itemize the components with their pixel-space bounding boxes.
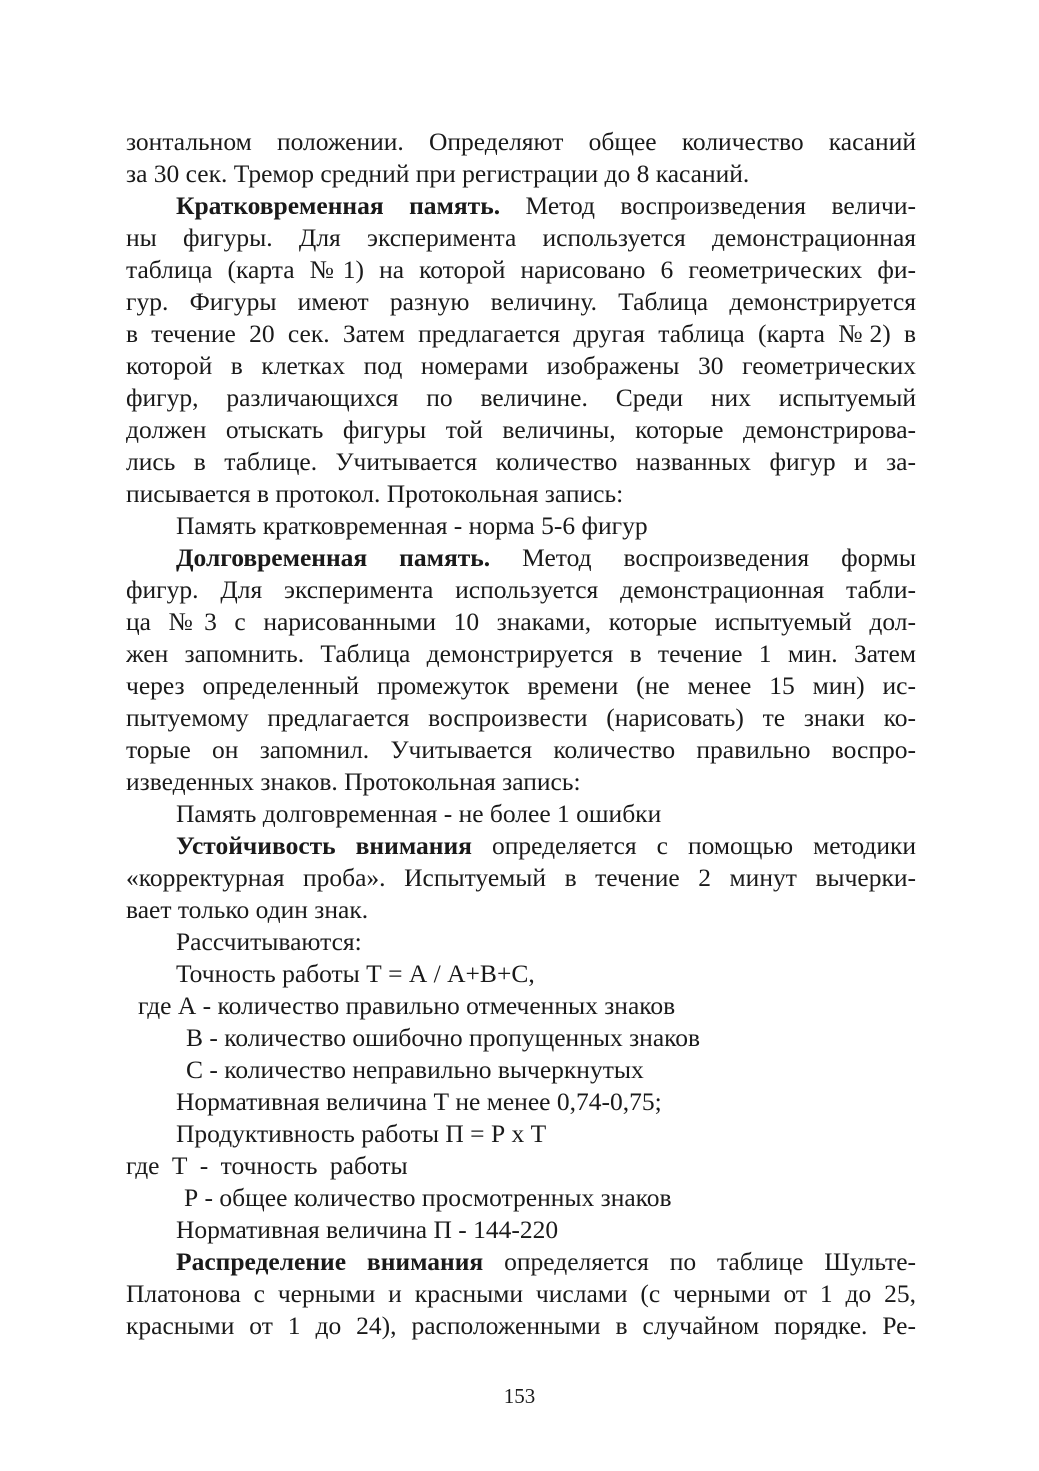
- text-span: Метод воспроизведения величи-: [500, 191, 916, 220]
- text-line: должен отыскать фигуры той величины, которые демонстрирова-: [126, 415, 916, 444]
- text-line: красными от 1 до 24), расположенными в случайном порядке. Ре-: [126, 1311, 916, 1340]
- page-number: 153: [503, 1384, 536, 1408]
- section-heading-line: [126, 190, 916, 222]
- formula-productivity: Продуктивность работы П = Р х Т: [176, 1119, 547, 1148]
- text-line: «корректурная проба». Испытуемый в течение 2 минут вычерки-: [126, 863, 916, 892]
- text-line: писывается в протокол. Протокольная запись:: [126, 479, 624, 508]
- norm-productivity: Нормативная величина П - 144-220: [176, 1215, 559, 1244]
- text-line: торые он запомнил. Учитывается количество правильно воспро-: [126, 735, 916, 764]
- protocol-entry-long-term: Память долговременная - не более 1 ошибки: [176, 799, 662, 828]
- text-line: гур. Фигуры имеют разную величину. Таблица демонстрируется: [126, 287, 916, 316]
- text-line: жен запомнить. Таблица демонстрируется в течение 1 мин. Затем: [126, 639, 916, 668]
- text-line: ны фигуры. Для эксперимента используется демонстрационная: [126, 223, 916, 252]
- text-line: лись в таблице. Учитывается количество названных фигур и за-: [126, 447, 916, 476]
- text-line: фигур, различающихся по величине. Среди них испытуемый: [126, 383, 916, 412]
- text-line: через определенный промежуток времени (не менее 15 мин) ис-: [126, 671, 916, 700]
- protocol-entry-short-term: Память кратковременная - норма 5-6 фигур: [176, 511, 648, 540]
- section-heading-line: [126, 542, 916, 574]
- text-line: Платонова с черными и красными числами (с черными от 1 до 25,: [126, 1279, 916, 1308]
- text-span: определяется по таблице Шульте-: [483, 1247, 916, 1276]
- formula-legend-b: В - количество ошибочно пропущенных знаков: [186, 1023, 701, 1052]
- text-span: Метод воспроизведения формы: [490, 543, 916, 572]
- text-line: вает только один знак.: [126, 895, 369, 924]
- text-line: таблица (карта №1) на которой нарисовано 6 геометрических фи-: [126, 255, 916, 284]
- text-line: которой в клетках под номерами изображены 30 геометрических: [126, 351, 916, 380]
- section-heading-line: [126, 1246, 916, 1278]
- formula-legend-t: где Т - точность работы: [126, 1151, 408, 1180]
- formula-accuracy: Точность работы Т = А / А+В+С,: [176, 959, 535, 988]
- norm-accuracy: Нормативная величина Т не менее 0,74-0,75;: [176, 1087, 662, 1116]
- text-line: Рассчитываются:: [176, 927, 362, 956]
- formula-legend-c: С - количество неправильно вычеркнутых: [186, 1055, 644, 1084]
- heading-short-term-memory: Кратковременная память.: [176, 191, 501, 220]
- heading-attention-distribution: Распределение внимания: [176, 1247, 484, 1276]
- formula-legend-a: где А - количество правильно отмеченных знаков: [138, 991, 676, 1020]
- text-line: зонтальном положении. Определяют общее количество касаний: [126, 127, 916, 156]
- formula-legend-p: Р - общее количество просмотренных знаков: [184, 1183, 672, 1212]
- text-span: определяется с помощью методики: [471, 831, 916, 860]
- heading-long-term-memory: Долговременная память.: [176, 543, 491, 572]
- heading-attention-stability: Устойчивость внимания: [176, 831, 472, 860]
- text-line: за 30 сек. Тремор средний при регистрации до 8 касаний.: [126, 159, 750, 188]
- section-heading-line: [126, 830, 916, 862]
- text-line: в течение 20 сек. Затем предлагается другая таблица (карта №2) в: [126, 319, 916, 348]
- text-line: фигур. Для эксперимента используется демонстрационная табли-: [126, 575, 916, 604]
- text-line: пытуемому предлагается воспроизвести (нарисовать) те знаки ко-: [126, 703, 916, 732]
- text-line: изведенных знаков. Протокольная запись:: [126, 767, 581, 796]
- text-line: ца №3 с нарисованными 10 знаками, которые испытуемый дол-: [126, 607, 916, 636]
